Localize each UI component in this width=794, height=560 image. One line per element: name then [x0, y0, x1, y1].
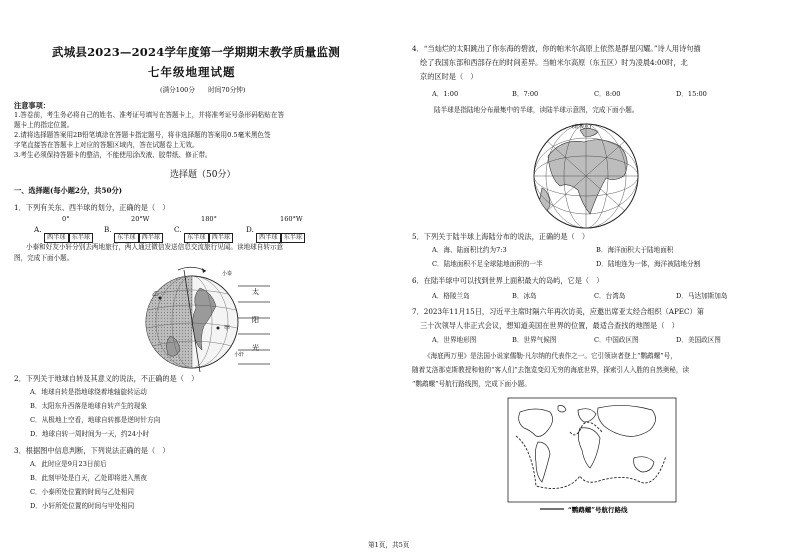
section-heading: 选择题（50分） — [170, 170, 236, 180]
point-yi: 乙 — [152, 291, 159, 298]
q6-option: C．台湾岛 — [594, 292, 626, 300]
sun-char: 阳 — [252, 316, 259, 324]
q1-option-top: 20°W — [131, 215, 150, 223]
sun-char: 太 — [252, 288, 259, 296]
q6-option: D．马达加斯加岛 — [676, 292, 728, 300]
nautilus-route-map — [506, 396, 678, 516]
hemisphere-label: 西半球 — [209, 233, 234, 243]
hemisphere-label: 西半球 — [139, 233, 164, 243]
q7-option: B．世界气候图 — [512, 336, 557, 344]
q5-option: C．陆地面积不足全球陆地面积的一半 — [432, 260, 543, 268]
hemisphere-label: 东半球 — [114, 233, 139, 243]
q7-line: 三十次领导人非正式会议，想知道美国在世界的位置，最适合查找的地图是（ ） — [420, 321, 679, 330]
q3-option: A．此时应是9月23日前后 — [30, 460, 107, 468]
q3-option: D．小轩所处位置的时间与甲处相同 — [30, 502, 135, 510]
q1-option-box — [114, 224, 163, 243]
q2-option: D．地球自转一周时间为一天，约24小时 — [30, 430, 150, 438]
land-hemisphere-figure — [528, 116, 644, 232]
intro3-line: “鹦鹉螺”号航行路线图，完成下面小题。 — [412, 380, 531, 388]
intro2: 陆半球是指陆地分布最集中的半球，读陆半球示意图，完成下面小题。 — [434, 106, 639, 114]
point-jia: 甲 — [224, 325, 231, 332]
q7-option: A．世界地形图 — [432, 336, 477, 344]
note-line: 2.请将选择题答案用2B铅笔填涂在答题卡指定题号，将非选择题的答案用0.5毫米黑色签 — [14, 131, 271, 139]
q1-option-box — [256, 224, 305, 243]
note-line: 3.考生必须保持答题卡的整洁，不能使用涂改液、胶带纸、修正带。 — [14, 151, 212, 159]
q6-stem: 6．在陆半球中可以找到世界上面积最大的岛屿，它是（ ） — [412, 276, 604, 285]
intro3-line: 随着艾洛那克斯教授和他的“客人们”去饱览变幻无穷的海底世界，探索引人入胜的自然奥秘，读 — [412, 366, 690, 374]
hemisphere-label: 西半球 — [256, 233, 281, 243]
q1-option-top: 0° — [62, 215, 70, 223]
q4-option: C．8:00 — [594, 90, 621, 98]
q1-option-label: C. — [174, 225, 182, 234]
hemisphere-label: 西半球 — [44, 233, 69, 243]
q6-option: A．格陵兰岛 — [432, 292, 470, 300]
q1-option-top: 160°W — [280, 215, 303, 223]
q4-line: 京的区时是（ ） — [420, 72, 478, 81]
q1-option-label: B. — [104, 225, 112, 234]
q3-stem: 3．根据图中信息判断，下列说法正确的是（ ） — [14, 446, 170, 455]
q1-stem: 1．下列有关东、西半球的划分，正确的是（ ） — [14, 203, 170, 212]
q4-line: 绘了我国东部和西部存在的时间差异。当帕米尔高原（东五区）时为凌晨4:00时，北 — [420, 58, 688, 67]
q3-option: C．小泰所处位置的时间与乙处相同 — [30, 488, 134, 496]
q1-option-box — [44, 224, 93, 243]
hemisphere-label: 东半球 — [69, 233, 94, 243]
q1-option-label: D. — [246, 225, 254, 234]
q4-option: B．7:00 — [512, 90, 539, 98]
intro1-line: 图，完成下面小题。 — [14, 254, 74, 262]
hemisphere-label: 东半球 — [281, 233, 306, 243]
q5-option: A．海、陆面积比约为7:3 — [432, 246, 507, 254]
q4-option: D．15:00 — [676, 90, 707, 98]
q5-option: B．海洋面积大于陆地面积 — [596, 246, 674, 254]
score-time: (满分100分 时间70分钟) — [160, 86, 246, 94]
q5-stem: 5．下列关于陆半球上海陆分布的说法，正确的是（ ） — [412, 232, 590, 241]
q5-option: D．陆地连为一体，海洋被陆地分割 — [596, 260, 701, 268]
q6-option: B．冰岛 — [512, 292, 537, 300]
note-line: 题卡上的指定位置。 — [14, 121, 74, 129]
earth-rotation-figure — [130, 266, 280, 374]
exam-title: 武城县2023—2024学年度第一学期期末教学质量监测 — [52, 45, 340, 59]
north-pole-label: (北极点) — [572, 124, 591, 130]
q7-line: 7．2023年11月15日，习近平主席时隔六年再次访美，应邀出席亚太经合组织（APEC）第 — [412, 307, 704, 316]
q3-option: B．此刻甲处是白天，乙处即将进入黑夜 — [30, 474, 147, 482]
sun-char: 光 — [252, 344, 259, 352]
q1-option-label: A. — [34, 225, 42, 234]
notes-heading: 注意事项： — [14, 101, 50, 110]
exam-subtitle: 七年级地理试题 — [148, 65, 236, 79]
q1-option-top: 180° — [201, 215, 217, 223]
person-xiaoxuan: 小轩 — [234, 352, 245, 358]
q4-option: A．1:00 — [432, 90, 459, 98]
q4-line: 4．“当灿烂的太阳跳出了你东海的碧波，你的帕米尔高原上依然是群星闪耀。”诗人用诗句描 — [412, 44, 701, 53]
q2-option: B．太阳东升西落是地球自转产生的现象 — [30, 402, 147, 410]
route-legend: “鹦鹉螺”号航行路线 — [568, 506, 628, 514]
intro1-line: 小泰和好友小轩分别去两地旅行，两人通过微信发送信息交流旅行见闻。读地球自转示意 — [26, 243, 284, 251]
hemisphere-label: 东半球 — [184, 233, 209, 243]
q1-options — [34, 215, 354, 241]
intro3-line: 《海底两万里》是法国小说家儒勒·凡尔纳的代表作之一。它引领读者登上“鹦鹉螺”号， — [424, 352, 677, 360]
q2-option: A．地球自转是指地球绕着地轴旋转运动 — [30, 388, 147, 396]
page-footer: 第1页，共5页 — [368, 541, 410, 549]
q1-option-box — [184, 224, 233, 243]
section-sub: 一、选择题(每小题2分，共50分) — [14, 186, 123, 195]
q2-stem: 2．下列关于地球自转及其意义的说法，不正确的是（ ） — [14, 374, 199, 383]
q7-option: D．美国政区图 — [676, 336, 721, 344]
note-line: 1.答卷前，考生务必将自己的姓名、准考证号填写在答题卡上，并将准考证号条形码粘贴在答 — [14, 111, 285, 119]
q2-option: C．从极地上空看，地球自转都是逆时针方向 — [30, 416, 161, 424]
note-line: 字笔直接答在答题卡上对应的答题区域内，答在试题卷上无效。 — [14, 141, 199, 149]
person-xiaotai: 小泰 — [222, 271, 233, 277]
q7-option: C．中国政区图 — [594, 336, 639, 344]
